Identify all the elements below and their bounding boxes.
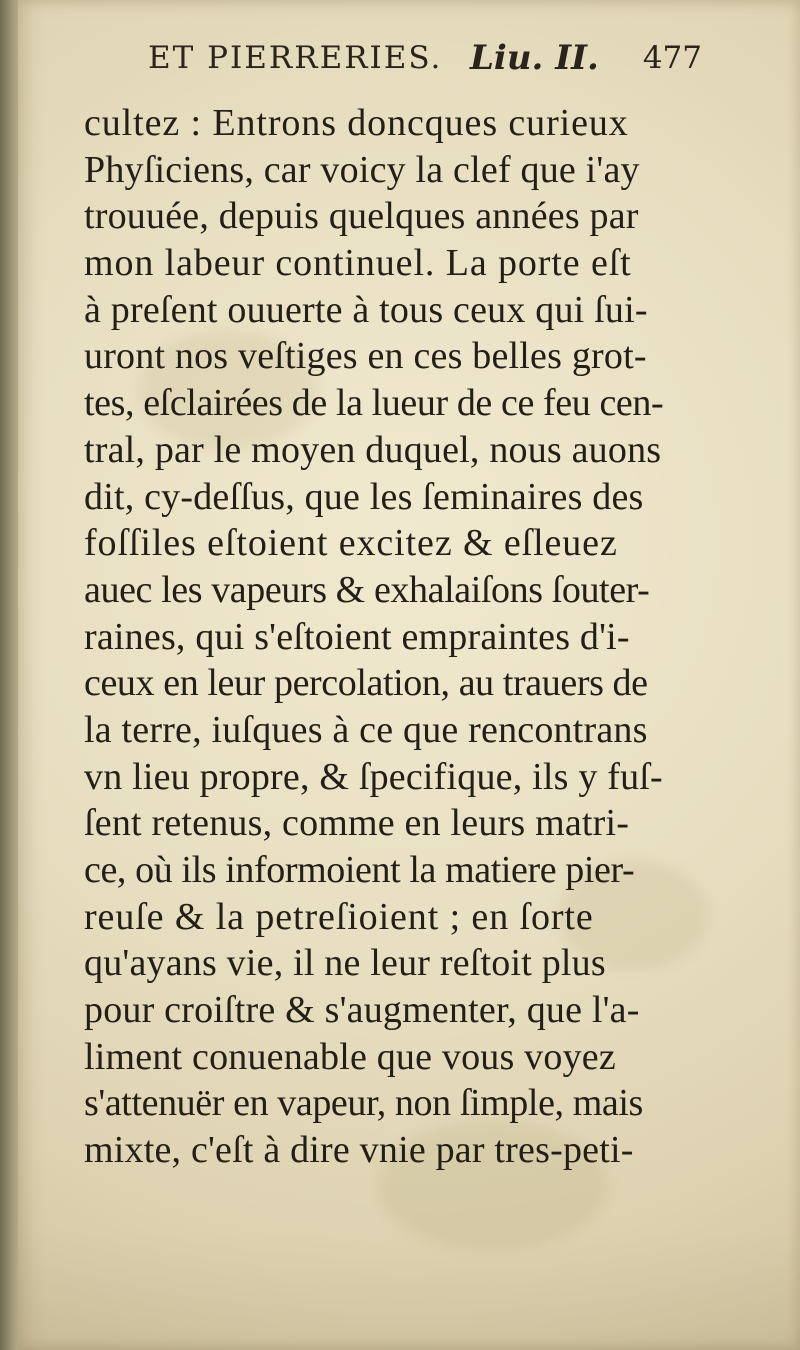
- running-head-title: ET PIERRERIES.: [148, 40, 443, 76]
- text-line: ceux en leur percolation, au trauers de: [84, 662, 648, 705]
- text-line: tral, par le moyen duquel, nous auons: [84, 428, 662, 471]
- text-line: liment conuenable que vous voyez: [84, 1035, 616, 1078]
- text-line: dit, cy-deſſus, que les ſeminaires des: [84, 475, 644, 518]
- text-line: cultez : Entrons doncques curieux: [84, 102, 629, 144]
- text-line: mixte, c'eſt à dire vnie par tres-peti-: [84, 1129, 634, 1172]
- text-line: trouuée, depuis quelques années par: [84, 195, 639, 238]
- text-line: ſent retenus, comme en leurs matri-: [84, 802, 630, 845]
- text-line: Phyſiciens, car voicy la clef que i'ay: [84, 148, 640, 191]
- running-head-book: Liu. II.: [470, 38, 599, 78]
- book-page: [18, 0, 800, 1350]
- text-line: qu'ayans vie, il ne leur reſtoit plus: [84, 942, 606, 985]
- text-line: tes, eſclairées de la lueur de ce feu cen-: [84, 382, 664, 425]
- bottom-margin: [18, 1230, 800, 1350]
- body-text: [84, 100, 724, 1174]
- page-number: 477: [642, 40, 702, 76]
- text-line: mon labeur continuel. La porte eſt: [84, 242, 632, 285]
- running-head: [148, 38, 704, 96]
- text-line: à preſent ouuerte à tous ceux qui ſui-: [84, 288, 648, 331]
- text-line: la terre, iuſques à ce que rencontrans: [84, 708, 648, 751]
- text-line: foſſiles eſtoient excitez & eſleuez: [84, 522, 618, 565]
- text-line: s'attenuër en vapeur, non ſimple, mais: [84, 1082, 643, 1125]
- text-line: pour croiſtre & s'augmenter, que l'a-: [84, 989, 640, 1032]
- text-line: vn lieu propre, & ſpecifique, ils y fuſ-: [84, 755, 663, 798]
- text-line: uront nos veſtiges en ces belles grot-: [84, 335, 647, 378]
- text-line: raines, qui s'eſtoient empraintes d'i-: [84, 615, 630, 658]
- text-line: auec les vapeurs & exhalaiſons ſouter-: [84, 568, 650, 611]
- text-line: ce, où ils informoient la matiere pier-: [84, 849, 635, 891]
- text-line: reuſe & la petreſioient ; en ſorte: [84, 895, 594, 938]
